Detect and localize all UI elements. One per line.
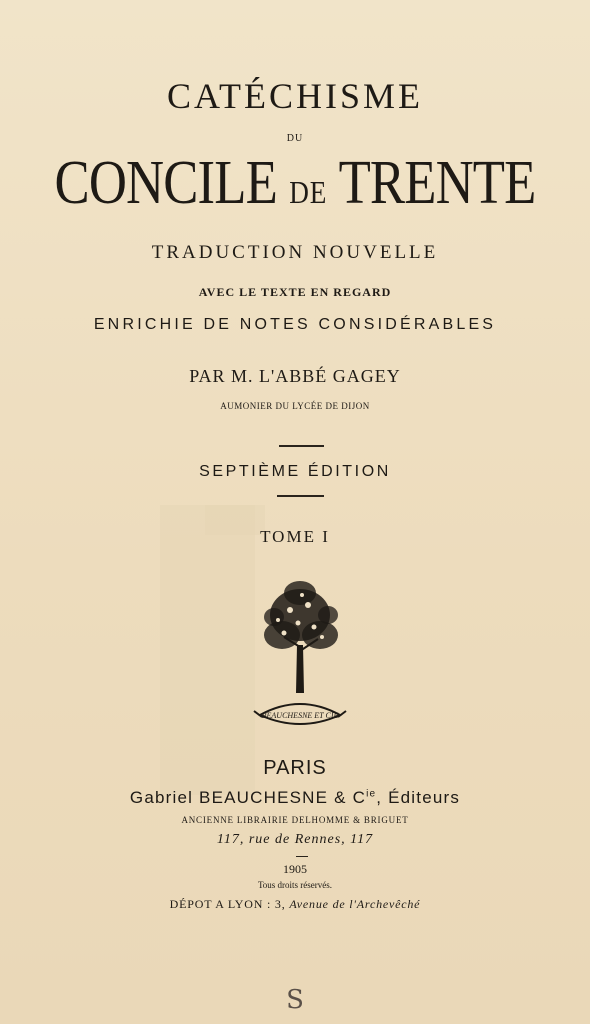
- publication-year: 1905: [283, 862, 307, 876]
- publisher-line: [0, 788, 590, 808]
- subtitle-translation: TRADUCTION NOUVELLE: [151, 242, 439, 263]
- edition-line: SEPTIÈME ÉDITION: [199, 463, 391, 480]
- title-de: DE: [289, 174, 328, 210]
- publisher-tree-emblem: [240, 575, 360, 735]
- divider-rule: [277, 495, 324, 497]
- divider-rule: [279, 445, 324, 447]
- depot-address: Avenue de l'Archevêché: [289, 897, 421, 911]
- title-du: DU: [286, 133, 304, 144]
- former-publisher: ANCIENNE LIBRAIRIE DELHOMME & BRIGUET: [181, 815, 409, 825]
- title-trente: TRENTE: [338, 149, 536, 217]
- small-divider: [296, 856, 308, 857]
- title-concile: CONCILE: [54, 149, 277, 217]
- publisher-superscript: ie: [366, 788, 377, 800]
- subtitle-facing-text: AVEC LE TEXTE EN REGARD: [198, 285, 392, 299]
- rights-notice: Tous droits réservés.: [257, 880, 333, 890]
- depot-label: DÉPOT A LYON : 3,: [169, 897, 286, 911]
- emblem-motto: BEAUCHESNE ET CIE: [261, 711, 339, 720]
- page-signature-mark: S: [286, 985, 304, 1015]
- publisher-role: , Éditeurs: [376, 788, 461, 807]
- depot-line: [0, 897, 590, 912]
- publication-city: PARIS: [263, 757, 327, 779]
- publisher-name: Gabriel BEAUCHESNE & C: [129, 788, 367, 807]
- volume-line: TOME I: [260, 527, 330, 546]
- publisher-address: 117, rue de Rennes, 117: [216, 832, 374, 847]
- title-concile-de-trente: [44, 149, 546, 217]
- author-line: PAR M. L'ABBÉ GAGEY: [189, 366, 401, 386]
- author-title: AUMONIER DU LYCÉE DE DIJON: [220, 401, 370, 411]
- subtitle-notes: ENRICHIE DE NOTES CONSIDÉRABLES: [93, 316, 497, 333]
- title-catechisme: CATÉCHISME: [166, 76, 424, 116]
